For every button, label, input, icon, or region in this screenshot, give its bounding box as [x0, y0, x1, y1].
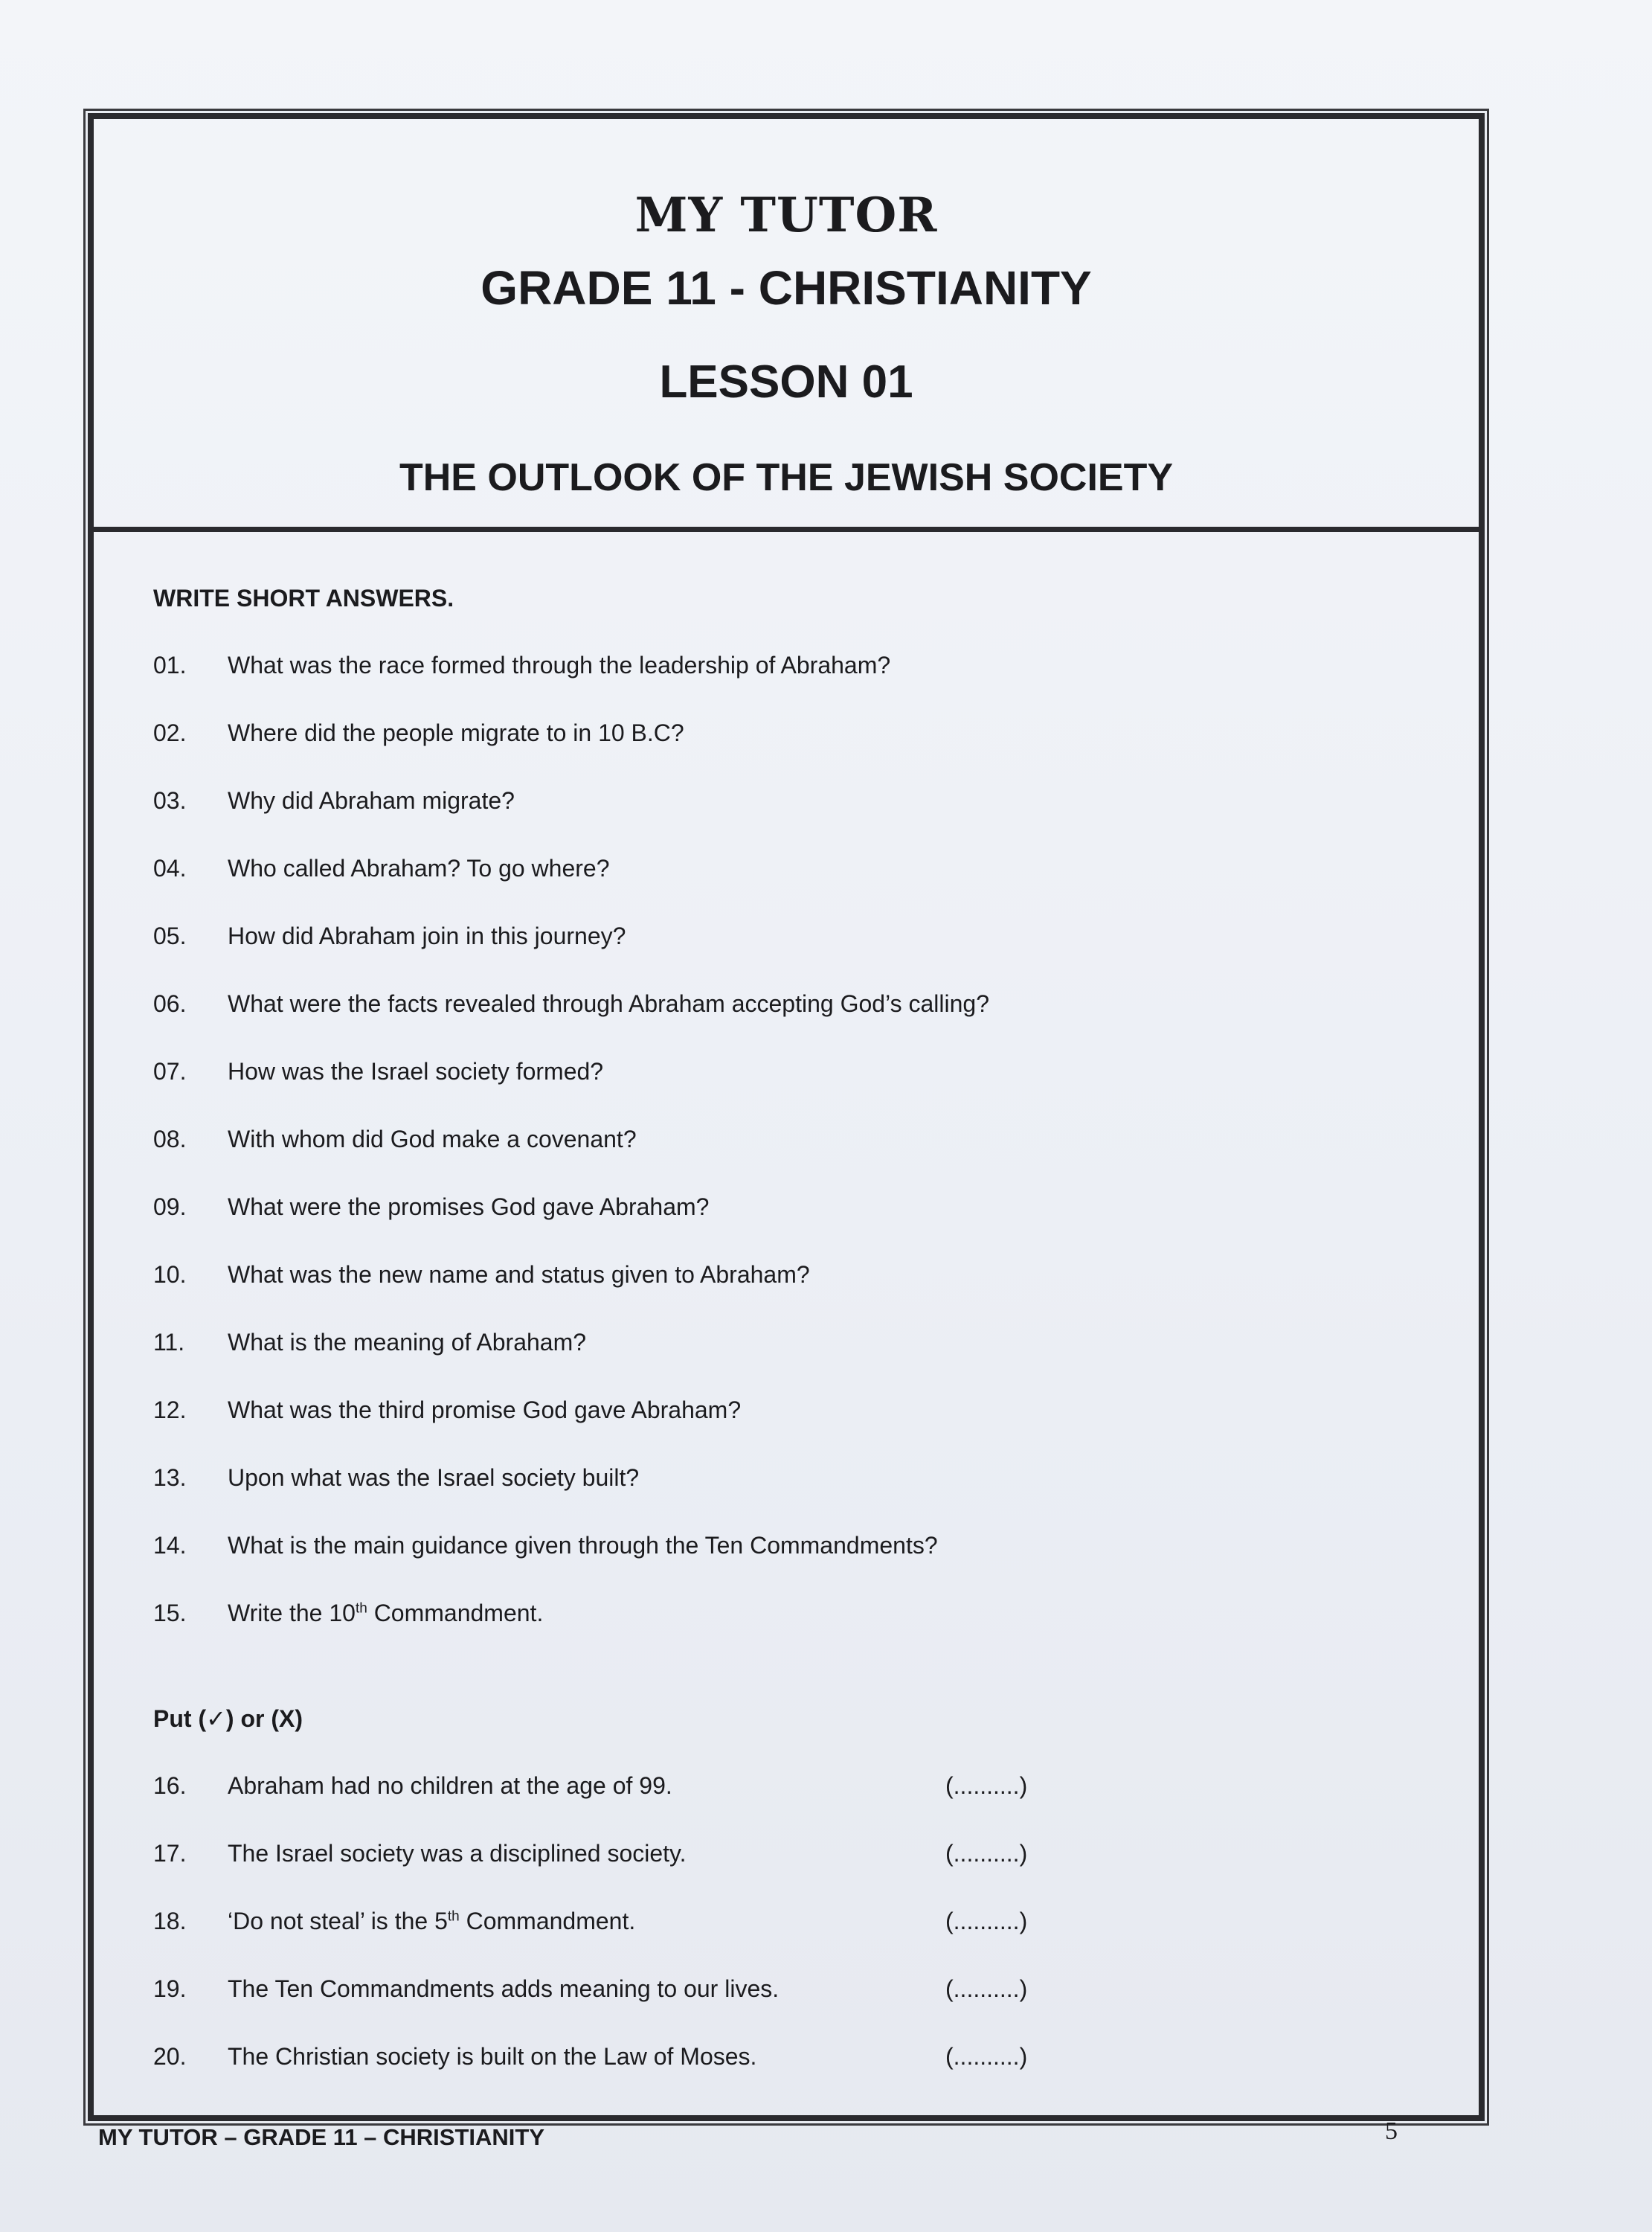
- question-text: What was the third promise God gave Abraham?: [228, 1396, 742, 1423]
- statement-text: The Ten Commandments adds meaning to our lives.: [228, 1975, 780, 2002]
- worksheet-content: [94, 119, 1479, 2115]
- question-number: 15.: [153, 1600, 187, 1626]
- answer-blank[interactable]: (..........): [945, 1840, 1028, 1867]
- question-text: What were the promises God gave Abraham?: [228, 1193, 710, 1220]
- question-text: How did Abraham join in this journey?: [228, 923, 626, 949]
- topic-title: THE OUTLOOK OF THE JEWISH SOCIETY: [399, 456, 1174, 499]
- answer-blank[interactable]: (..........): [945, 2043, 1028, 2070]
- statement-text: The Christian society is built on the Law of Moses.: [228, 2043, 757, 2070]
- statement-number: 17.: [153, 1840, 187, 1867]
- question-number: 06.: [153, 990, 187, 1017]
- question-text: [228, 1600, 543, 1627]
- question-number: 12.: [153, 1396, 187, 1423]
- page-number: 5: [1385, 2117, 1398, 2145]
- question-text: Where did the people migrate to in 10 B.C?: [228, 719, 684, 746]
- question-text: Who called Abraham? To go where?: [228, 855, 610, 882]
- question-number: 04.: [153, 855, 187, 882]
- question-text-start: Write the 10: [228, 1600, 356, 1626]
- question-number: 11.: [153, 1329, 185, 1356]
- question-number: 10.: [153, 1261, 187, 1288]
- question-number: 14.: [153, 1532, 187, 1559]
- worksheet-frame: [88, 113, 1485, 2121]
- grade-subject-title: GRADE 11 - CHRISTIANITY: [481, 261, 1092, 315]
- brand-title: MY TUTOR: [634, 187, 938, 243]
- question-text: What were the facts revealed through Abraham accepting God’s calling?: [228, 990, 989, 1017]
- question-text: What was the race formed through the leadership of Abraham?: [228, 652, 891, 679]
- question-number: 05.: [153, 923, 187, 949]
- ordinal-suffix: th: [447, 1908, 460, 1925]
- answer-blank[interactable]: (..........): [945, 1772, 1028, 1799]
- question-text: Upon what was the Israel society built?: [228, 1464, 640, 1491]
- statement-text: [228, 1908, 635, 1935]
- statement-text-end: Commandment.: [459, 1908, 636, 1934]
- lesson-title: LESSON 01: [659, 356, 913, 408]
- question-number: 01.: [153, 652, 187, 679]
- question-number: 03.: [153, 787, 187, 814]
- question-text: What is the main guidance given through the Ten Commandments?: [228, 1532, 938, 1559]
- question-text-end: Commandment.: [367, 1600, 544, 1626]
- question-number: 09.: [153, 1193, 187, 1220]
- question-number: 08.: [153, 1126, 187, 1152]
- statement-number: 19.: [153, 1975, 187, 2002]
- statement-number: 16.: [153, 1772, 187, 1799]
- answer-blank[interactable]: (..........): [945, 1975, 1028, 2002]
- question-text: With whom did God make a covenant?: [228, 1126, 637, 1152]
- question-text: Why did Abraham migrate?: [228, 787, 515, 814]
- question-text: What was the new name and status given to Abraham?: [228, 1261, 810, 1288]
- ordinal-suffix: th: [355, 1600, 367, 1617]
- true-false-heading: Put (✓) or (X): [153, 1705, 303, 1732]
- statement-number: 18.: [153, 1908, 187, 1934]
- statement-number: 20.: [153, 2043, 187, 2070]
- footer-title: MY TUTOR – GRADE 11 – CHRISTIANITY: [98, 2124, 545, 2150]
- statement-text: Abraham had no children at the age of 99.: [228, 1772, 672, 1799]
- question-number: 13.: [153, 1464, 187, 1491]
- question-number: 02.: [153, 719, 187, 746]
- question-number: 07.: [153, 1058, 187, 1085]
- question-text: How was the Israel society formed?: [228, 1058, 604, 1085]
- statement-text-start: ‘Do not steal’ is the 5: [228, 1908, 448, 1934]
- answer-blank[interactable]: (..........): [945, 1908, 1028, 1934]
- question-text: What is the meaning of Abraham?: [228, 1329, 587, 1356]
- short-answers-heading: WRITE SHORT ANSWERS.: [153, 585, 454, 612]
- statement-text: The Israel society was a disciplined society.: [228, 1840, 687, 1867]
